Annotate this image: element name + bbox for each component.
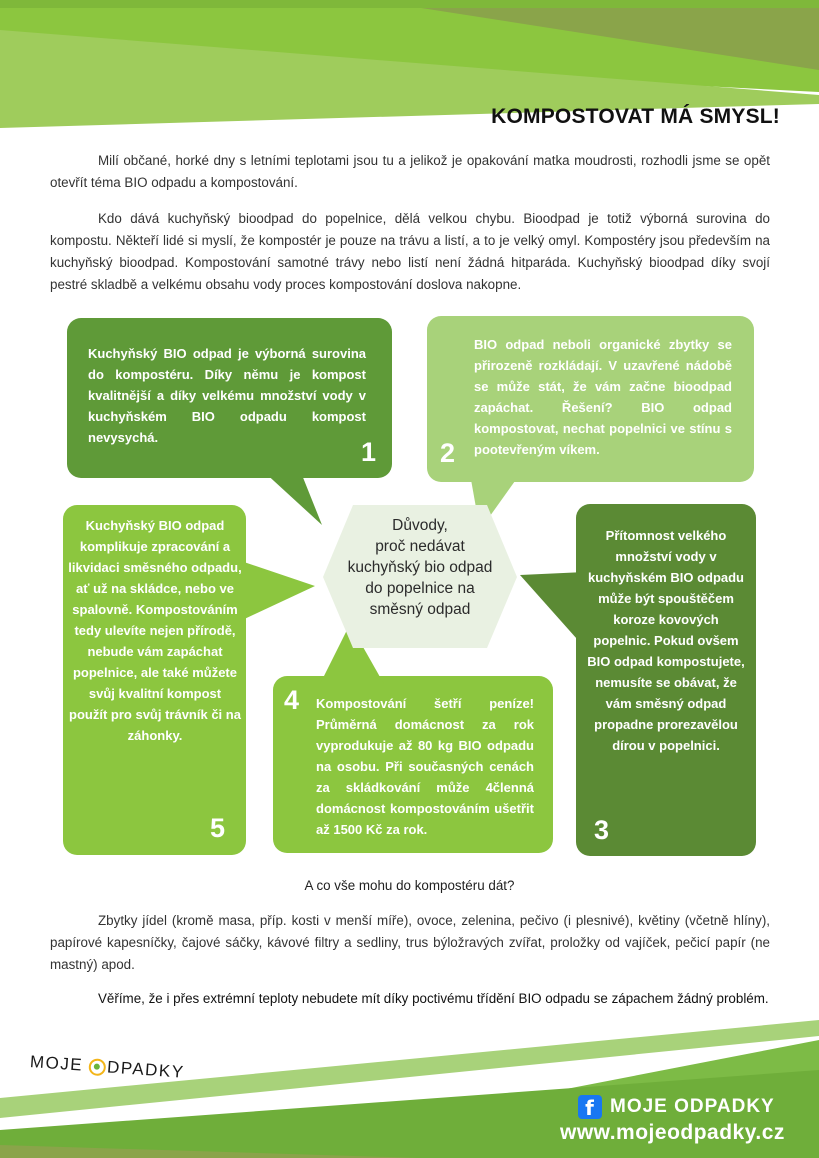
- bubble-1-text: Kuchyňský BIO odpad je výborná surovina do kompostéru. Díky němu je kompost kvalitnější a díky velkému množství vody v kuchyňském BIO odpadu kompost nevysychá.: [88, 346, 366, 445]
- top-swoosh-white: [0, 0, 819, 8]
- page-title: KOMPOSTOVAT MÁ SMYSL!: [491, 105, 780, 128]
- bubble-4-number: 4: [284, 685, 300, 715]
- center-heading: [320, 515, 520, 620]
- center-line-4: do popelnice na: [365, 580, 475, 597]
- bubble-5-text: Kuchyňský BIO odpad komplikuje zpracování a likvidaci směsného odpadu, ať už na skládce, nebo ve spalovně. Kompostováním tedy ulevíte nejen přírodě, nebude vám zapáchat popelnice, ale také můžete svůj kvalitní kompost použít pro svůj trávník či na záhonky.: [68, 518, 242, 743]
- bubble-5-number: 5: [210, 813, 226, 843]
- center-line-3: kuchyňský bio odpad: [347, 559, 493, 576]
- facebook-link[interactable]: [578, 1094, 775, 1120]
- bubble-3-number: 3: [594, 815, 610, 845]
- website-link[interactable]: www.mojeodpadky.cz: [560, 1121, 785, 1144]
- closing-paragraph: Věříme, že i přes extrémní teploty nebudete mít díky poctivému třídění BIO odpadu se zápachem žádný problém.: [98, 991, 769, 1006]
- compost-list-paragraph: Zbytky jídel (kromě masa, příp. kosti v menší míře), ovoce, zelenina, pečivo (i plesnivé), květiny (včetně hlíny), papírové kapesníčky, čajové sáčky, kávové filtry a sedliny, trus býložravých zvířat, proložky od vajíček, pečicí papír (ne mastný) apod.: [50, 913, 770, 972]
- center-line-1: Důvody,: [392, 517, 448, 534]
- logo-word-2: DPADKY: [106, 1057, 186, 1082]
- bubble-1-number: 1: [361, 437, 377, 467]
- bubble-4-text: Kompostování šetří peníze! Průměrná domácnost za rok vyprodukuje až 80 kg BIO odpadu na osobu. Při současných cenách za skládkování může 4členná domácnost kompostováním ušetřit až 1500 Kč za rok.: [316, 696, 534, 837]
- logo-o-icon: [88, 1058, 106, 1076]
- intro-paragraph-2: Kdo dává kuchyňský bioodpad do popelnice, dělá velkou chybu. Bioodpad je totiž výborná surovina do kompostu. Někteří lidé si myslí, že kompostér je pouze na trávu a listí, a to je velký omyl. Kompostéry jsou především na kuchyňský bioodpad. Kompostování samotné trávy nebo listí není žádná hitparáda. Kuchyňský bioodpad díky svojí pestré skladbě a velkému obsahu vody proces kompostování doslova nakopne.: [50, 211, 770, 292]
- facebook-label: MOJE ODPADKY: [610, 1096, 775, 1117]
- center-line-2: proč nedávat: [375, 538, 465, 555]
- logo-word-1: MOJE: [29, 1052, 84, 1075]
- bubble-2-number: 2: [440, 438, 456, 468]
- bubble-2-text: BIO odpad neboli organické zbytky se přirozeně rozkládají. V uzavřené nádobě se může stát, že vám začne bioodpad zapáchat. Řešení? BIO odpad kompostovat, nechat popelnici ve stínu s pootevřeným víkem.: [474, 337, 732, 457]
- bubble-3-text: Přítomnost velkého množství vody v kuchyňském BIO odpadu může být spouštěčem koroze kovových popelnic. Pokud ovšem BIO odpad kompostujete, nemusíte se obávat, že vám směsný odpad propadne prorezavělou dírou v popelnici.: [587, 528, 745, 753]
- center-line-5: směsný odpad: [369, 601, 471, 618]
- facebook-icon: f: [578, 1095, 602, 1119]
- compost-question: A co vše mohu do kompostéru dát?: [304, 878, 515, 893]
- intro-paragraph-1: Milí občané, horké dny s letními teplotami jsou tu a jelikož je opakování matka moudrosti, rozhodli jsme se opět otevřít téma BIO odpadu a kompostování.: [50, 153, 770, 190]
